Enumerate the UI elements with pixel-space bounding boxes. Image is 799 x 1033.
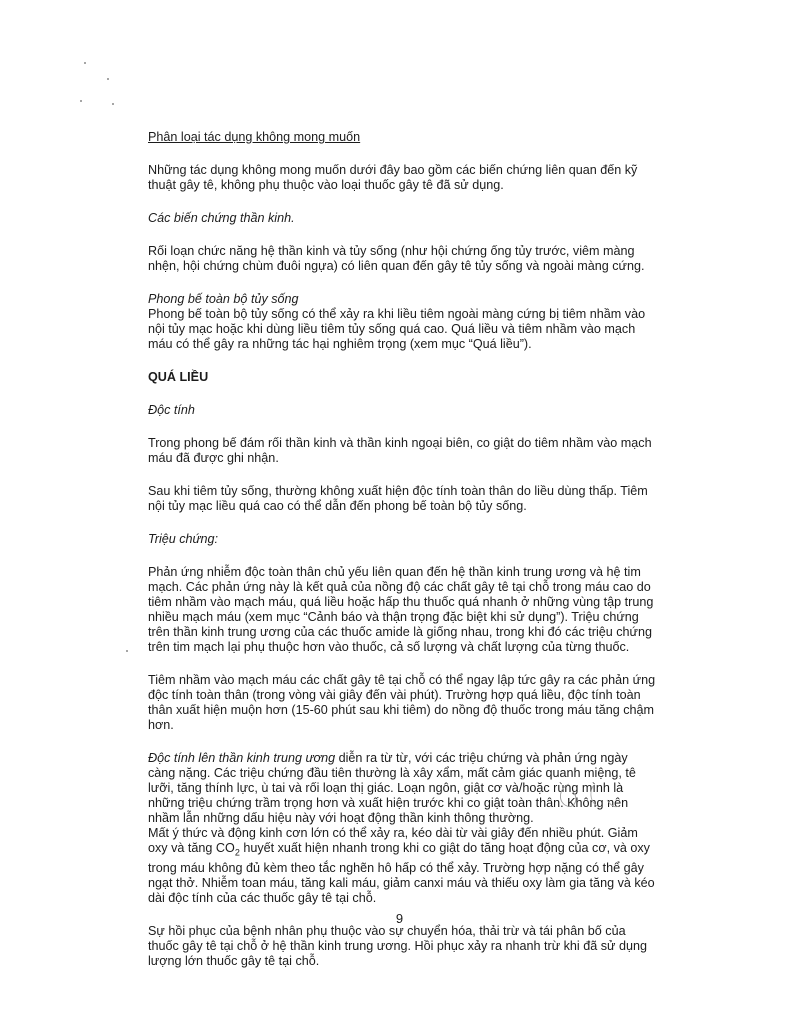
section-heading: Phân loại tác dụng không mong muốn [148, 130, 361, 144]
toxicity-heading: Độc tính [148, 403, 195, 417]
overdose-heading: QUÁ LIỀU [148, 370, 209, 384]
cns-text: diễn ra từ từ, với các triệu chứng và phản ứng ngày càng nặng. Các triệu chứng đầu tiên thường là xây xẩm, mất cảm giác quanh miệng, tê lưỡi, tăng thính lực, ù tai và rối loạn thị giác. Loạn ngôn, giật cơ và/hoặc rùng mình là những triệu chứng trầm trọng hơn và xuất hiện trước khi co giật toàn thân. Không nên nhầm lẫn những dấu hiệu này với hoạt động thần kinh thông thường. [148, 751, 636, 825]
total-block-paragraph: Phong bế toàn bộ tủy sống có thể xảy ra khi liều tiêm ngoài màng cứng bị tiêm nhầm vào nội tủy mạc hoặc khi dùng liều tiêm tủy sống quá cao. Quá liều và tiêm nhầm vào mạch máu có thể gây ra những tác hại nghiêm trọng (xem mục “Quá liều”). [148, 307, 646, 351]
symptoms-heading: Triệu chứng: [148, 532, 219, 546]
toxicity-paragraph-2: Sau khi tiêm tủy sống, thường không xuất hiện độc tính toàn thân do liều dùng thấp. Tiêm nội tủy mạc liều quá cao có thể dẫn đến phong bế toàn bộ tủy sống. [148, 484, 648, 513]
neuro-paragraph: Rối loạn chức năng hệ thần kinh và tủy sống (như hội chứng ống tủy trước, viêm màng nhện, hội chứng chùm đuôi ngựa) có liên quan đến gây tê tủy sống và ngoài màng cứng. [148, 244, 645, 273]
cns-paragraph-2 [148, 826, 656, 906]
cns-p2-part-a: Mất ý thức và động kinh cơn lớn có thể xảy ra, kéo dài từ vài giây đến nhiều phút. Giảm oxy và tăng CO [148, 826, 638, 855]
symptoms-paragraph-1: Phản ứng nhiễm độc toàn thân chủ yếu liên quan đến hệ thần kinh trung ương và hệ tim mạch. Các phản ứng này là kết quả của nồng độ các chất gây tê tại chỗ trong máu cao do tiêm nhầm vào mạch máu, quá liều hoặc hấp thu thuốc quá nhanh ở những vùng tập trung nhiều mạch máu (xem mục “Cảnh báo và thận trọng đặc biệt khi sử dụng”). Triệu chứng trên thần kinh trung ương của các thuốc amide là giống nhau, trong khi đó các triệu chứng trên tim mạch lại phụ thuộc hơn vào thuốc, cả số lượng và chất lượng của từng thuốc. [148, 565, 654, 654]
symptoms-paragraph-2: Tiêm nhầm vào mạch máu các chất gây tê tại chỗ có thể ngay lập tức gây ra các phản ứng độc tính toàn thân (trong vòng vài giây đến vài phút). Trường hợp quá liều, độc tính toàn thân xuất hiện muộn hơn (15-60 phút sau khi tiêm) do nồng độ thuốc trong máu tăng chậm hơn. [148, 673, 656, 732]
toxicity-paragraph-1: Trong phong bế đám rối thần kinh và thần kinh ngoại biên, co giật do tiêm nhầm vào mạch máu đã được ghi nhận. [148, 436, 652, 465]
cns-p2-part-b: huyết xuất hiện nhanh trong khi co giật do tăng hoạt động của cơ, và oxy trong máu không đủ kèm theo tắc nghẽn hô hấp có thể xảy. Trường hợp nặng có thể gây ngạt thở. Nhiễm toan máu, tăng kali máu, giảm canxi máu và thiếu oxy làm gia tăng và kéo dài độc tính của các thuốc gây tê tại chỗ. [148, 841, 655, 905]
handwritten-mark [545, 776, 625, 816]
co2-subscript: 2 [234, 847, 240, 858]
neuro-heading: Các biến chứng thần kinh. [148, 211, 295, 225]
document-body [148, 130, 656, 969]
recovery-paragraph: Sự hồi phục của bệnh nhân phụ thuộc vào sự chuyển hóa, thải trừ và tái phân bố của thuốc gây tê tại chỗ ở hệ thần kinh trung ương. Hồi phục xảy ra nhanh trừ khi đã sử dụng lượng lớn thuốc gây tê tại chỗ. [148, 923, 647, 968]
intro-paragraph: Những tác dụng không mong muốn dưới đây bao gồm các biến chứng liên quan đến kỹ thuật gây tê, không phụ thuộc vào loại thuốc gây tê đã sử dụng. [148, 163, 638, 192]
cns-lead: Độc tính lên thần kinh trung ương [148, 751, 336, 765]
page-number: 9 [395, 911, 404, 926]
total-block-heading: Phong bế toàn bộ tủy sống [148, 292, 299, 306]
